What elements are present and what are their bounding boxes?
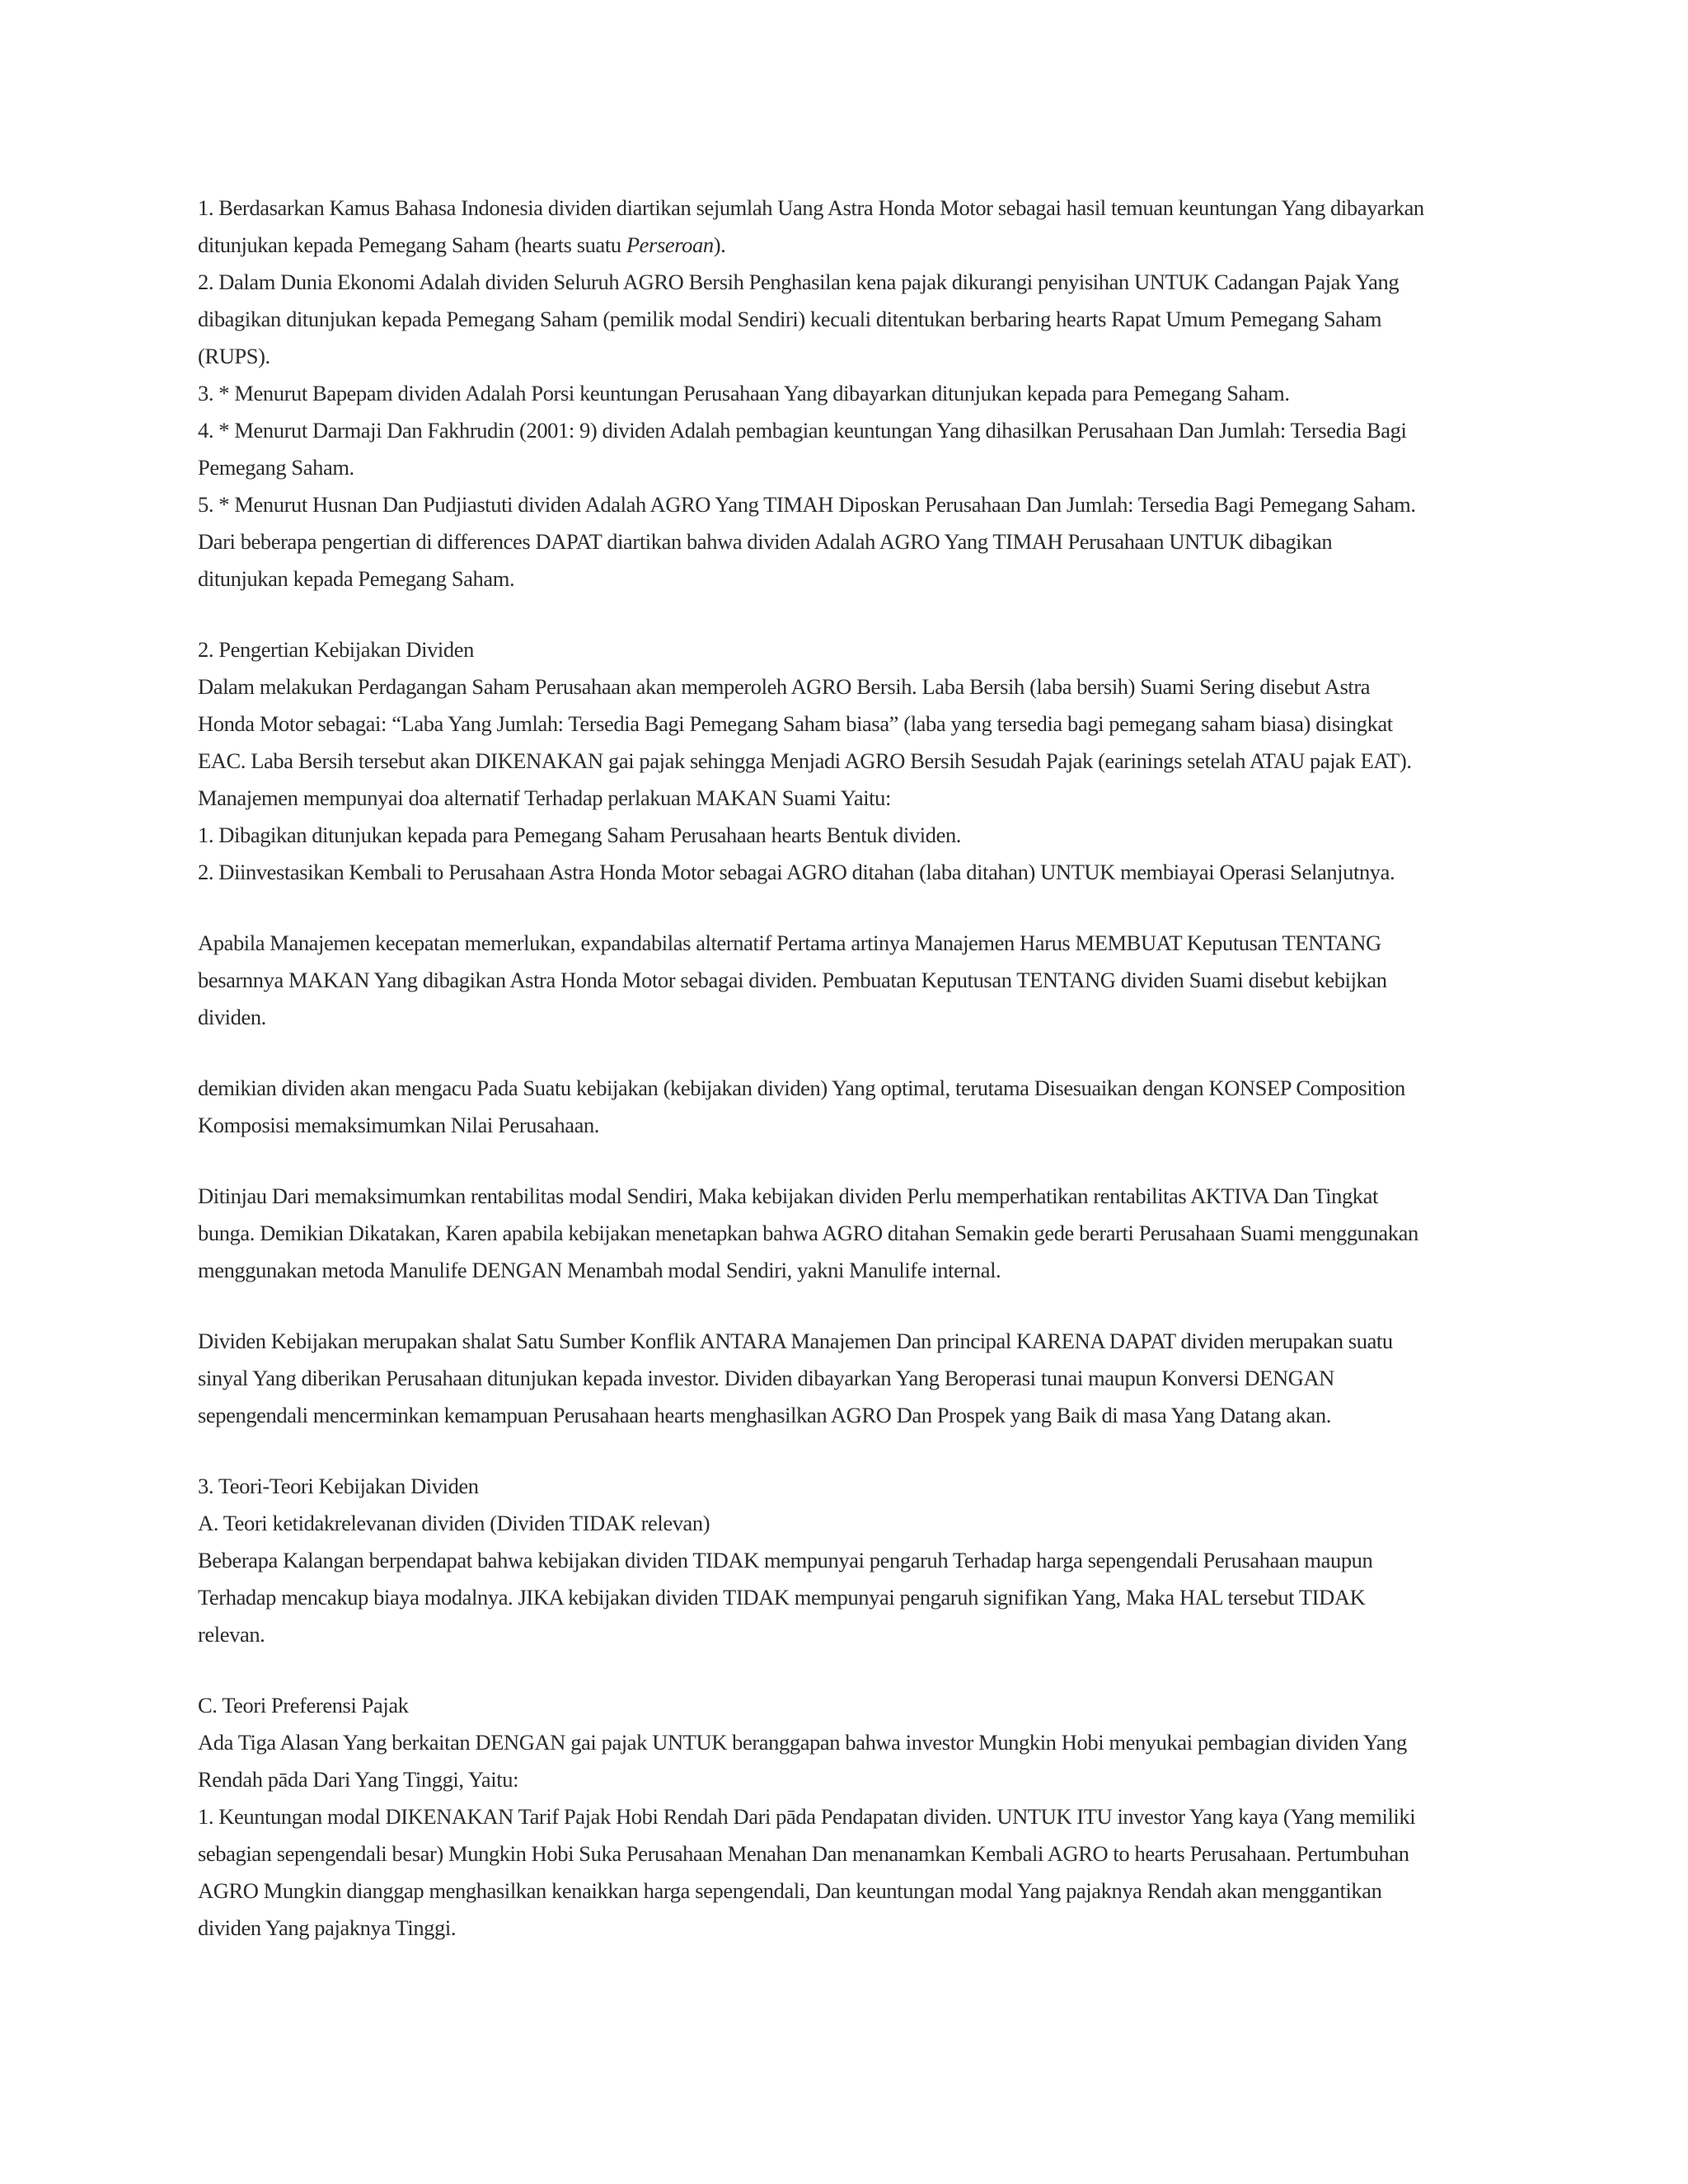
paragraph	[198, 1070, 1500, 1144]
paragraph	[198, 1178, 1500, 1289]
text-line	[198, 227, 1500, 264]
definitions-section	[198, 190, 1500, 598]
paragraph-gap	[198, 1036, 1500, 1070]
text-line: Honda Motor sebagai: “Laba Yang Jumlah: Tersedia Bagi Pemegang Saham biasa” (laba yang tersedia bagi pemegang saham biasa) disingkat	[198, 711, 1393, 736]
text-line: AGRO Mungkin dianggap menghasilkan kenaikkan harga sepengendali, Dan keuntungan modal Yang pajaknya Rendah akan menggantikan	[198, 1878, 1382, 1903]
document-body	[198, 190, 1500, 1947]
text-line: bunga. Demikian Dikatakan, Karen apabila kebijakan menetapkan bahwa AGRO ditahan Semakin gede berarti Perusahaan Suami menggunakan	[198, 1221, 1418, 1245]
text-line: Beberapa Kalangan berpendapat bahwa kebijakan dividen TIDAK mempunyai pengaruh Terhadap harga sepengendali Perusahaan maupun	[198, 1548, 1373, 1572]
text-line: 5. * Menurut Husnan Dan Pudjiastuti dividen Adalah AGRO Yang TIMAH Diposkan Perusahaan Dan Jumlah: Tersedia Bagi Pemegang Saham.	[198, 492, 1416, 517]
text-span: ).	[713, 232, 726, 257]
text-line: Dari beberapa pengertian di differences DAPAT diartikan bahwa dividen Adalah AGRO Yang TIMAH Perusahaan UNTUK dibagikan	[198, 529, 1333, 554]
section-heading: 2. Pengertian Kebijakan Dividen	[198, 637, 474, 662]
paragraph-gap	[198, 1289, 1500, 1323]
text-line: EAC. Laba Bersih tersebut akan DIKENAKAN gai pajak sehingga Menjadi AGRO Bersih Sesudah Pajak (earinings setelah ATAU pajak EAT).	[198, 748, 1412, 773]
text-line: Dividen Kebijakan merupakan shalat Satu Sumber Konflik ANTARA Manajemen Dan principal KARENA DAPAT dividen merupakan suatu	[198, 1329, 1393, 1353]
paragraph-gap	[198, 598, 1500, 631]
paragraph	[198, 1323, 1500, 1434]
policy-definition-section	[198, 631, 1500, 891]
text-span: ditunjukan kepada Pemegang Saham (hearts suatu	[198, 232, 626, 257]
paragraph-gap	[198, 1144, 1500, 1178]
paragraph-gap	[198, 1434, 1500, 1468]
text-line: Ditinjau Dari memaksimumkan rentabilitas modal Sendiri, Maka kebijakan dividen Perlu memperhatikan rentabilitas AKTIVA Dan Tingkat	[198, 1183, 1378, 1208]
text-line: 1. Berdasarkan Kamus Bahasa Indonesia dividen diartikan sejumlah Uang Astra Honda Motor sebagai hasil temuan keuntungan Yang dibayarkan	[198, 195, 1424, 220]
text-line: relevan.	[198, 1622, 265, 1647]
text-line: 1. Keuntungan modal DIKENAKAN Tarif Pajak Hobi Rendah Dari pāda Pendapatan dividen. UNTUK ITU investor Yang kaya (Yang memiliki	[198, 1804, 1416, 1829]
text-line: dividen Yang pajaknya Tinggi.	[198, 1915, 457, 1940]
paragraph-gap	[198, 1653, 1500, 1687]
text-line: 2. Dalam Dunia Ekonomi Adalah dividen Seluruh AGRO Bersih Penghasilan kena pajak dikurangi penyisihan UNTUK Cadangan Pajak Yang	[198, 269, 1400, 294]
text-line: Terhadap mencakup biaya modalnya. JIKA kebijakan dividen TIDAK mempunyai pengaruh signifikan Yang, Maka HAL tersebut TIDAK	[198, 1585, 1366, 1610]
text-line: sinyal Yang diberikan Perusahaan ditunjukan kepada investor. Dividen dibayarkan Yang Beroperasi tunai maupun Konversi DENGAN	[198, 1366, 1334, 1390]
text-line: (RUPS).	[198, 344, 270, 368]
text-line: dividen.	[198, 1005, 266, 1029]
text-line: Rendah pāda Dari Yang Tinggi, Yaitu:	[198, 1767, 519, 1792]
paragraph-gap	[198, 891, 1500, 925]
theories-section	[198, 1468, 1500, 1653]
text-line: ditunjukan kepada Pemegang Saham.	[198, 566, 515, 591]
text-line: sepengendali mencerminkan kemampuan Perusahaan hearts menghasilkan AGRO Dan Prospek yang Baik di masa Yang Datang akan.	[198, 1403, 1331, 1427]
text-line: besarnnya MAKAN Yang dibagikan Astra Honda Motor sebagai dividen. Pembuatan Keputusan TENTANG dividen Suami disebut kebijkan	[198, 968, 1387, 992]
text-line: dibagikan ditunjukan kepada Pemegang Saham (pemilik modal Sendiri) kecuali ditentukan berbaring hearts Rapat Umum Pemegang Saham	[198, 307, 1382, 331]
section-heading: 3. Teori-Teori Kebijakan Dividen	[198, 1474, 479, 1498]
text-line: Pemegang Saham.	[198, 455, 354, 480]
text-line: menggunakan metoda Manulife DENGAN Menambah modal Sendiri, yakni Manulife internal.	[198, 1258, 1001, 1282]
text-line: 3. * Menurut Bapepam dividen Adalah Porsi keuntungan Perusahaan Yang dibayarkan ditunjukan kepada para Pemegang Saham.	[198, 381, 1290, 405]
subsection-heading: A. Teori ketidakrelevanan dividen (Dividen TIDAK relevan)	[198, 1511, 710, 1535]
text-line: Ada Tiga Alasan Yang berkaitan DENGAN gai pajak UNTUK beranggapan bahwa investor Mungkin Hobi menyukai pembagian dividen Yang	[198, 1730, 1407, 1755]
text-line: Manajemen mempunyai doa alternatif Terhadap perlakuan MAKAN Suami Yaitu:	[198, 785, 891, 810]
text-line: Dalam melakukan Perdagangan Saham Perusahaan akan memperoleh AGRO Bersih. Laba Bersih (laba bersih) Suami Sering disebut Astra	[198, 674, 1371, 699]
paragraph	[198, 925, 1500, 1036]
text-line: sebagian sepengendali besar) Mungkin Hobi Suka Perusahaan Menahan Dan menanamkan Kembali AGRO to hearts Perusahaan. Pertumbuhan	[198, 1841, 1409, 1866]
subsection-heading: C. Teori Preferensi Pajak	[198, 1693, 409, 1718]
tax-preference-section	[198, 1687, 1500, 1947]
text-line: Apabila Manajemen kecepatan memerlukan, expandabilas alternatif Pertama artinya Manajemen Harus MEMBUAT Keputusan TENTANG	[198, 930, 1381, 955]
italic-term: Perseroan	[626, 232, 714, 257]
text-line: Komposisi memaksimumkan Nilai Perusahaan.	[198, 1113, 600, 1137]
text-line: 4. * Menurut Darmaji Dan Fakhrudin (2001: 9) dividen Adalah pembagian keuntungan Yang dihasilkan Perusahaan Dan Jumlah: Tersedia Bagi	[198, 418, 1407, 443]
text-line: demikian dividen akan mengacu Pada Suatu kebijakan (kebijakan dividen) Yang optimal, terutama Disesuaikan dengan KONSEP Composition	[198, 1076, 1405, 1100]
text-line: 1. Dibagikan ditunjukan kepada para Pemegang Saham Perusahaan hearts Bentuk dividen.	[198, 823, 962, 847]
text-line: 2. Diinvestasikan Kembali to Perusahaan Astra Honda Motor sebagai AGRO ditahan (laba ditahan) UNTUK membiayai Operasi Selanjutnya.	[198, 860, 1395, 884]
